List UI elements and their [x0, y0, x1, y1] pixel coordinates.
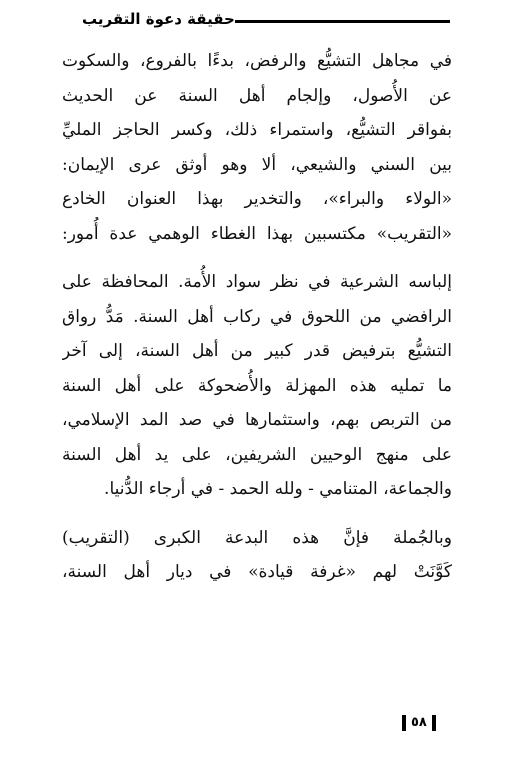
paragraph-gap: [62, 507, 452, 521]
page-number: ٥٨: [402, 715, 436, 731]
paragraph-2: [62, 265, 452, 507]
page-body: [62, 44, 452, 590]
text-line: التشيُّع بترفيض قدر كبير من أهل السنة، إلى آخر: [62, 341, 452, 361]
text-line: كَوَّنَتْ لهم «غرفة قيادة» في ديار أهل السنة،: [62, 562, 452, 582]
text-line: «التقريب» مكتسبين بهذا الغطاء الوهمي عدة أُمور:: [62, 223, 452, 244]
header-rule: [235, 20, 450, 23]
text-line: وبالجُملة فإنَّ هذه البدعة الكبرى (التقريب): [62, 527, 452, 548]
text-line: بفواقر التشيُّع، واستمراء ذلك، وكسر الحاجز المليِّ: [62, 120, 452, 140]
text-line: في مجاهل التشيُّع والرفض، بدءًا بالفروع، والسكوت: [62, 51, 452, 71]
paragraph-1: [62, 44, 452, 251]
text-line: ما تمليه هذه المهزلة والأُضحوكة على أهل السنة: [62, 375, 452, 396]
page-footer: [62, 714, 452, 732]
text-line: عن الأُصول، وإلجام أهل السنة عن الحديث: [62, 85, 452, 106]
text-line: الرافضي من اللحوق في ركاب أهل السنة. مَدُّ رواق: [62, 306, 452, 327]
paragraph-3: [62, 521, 452, 590]
text-line: «الولاء والبراء»، والتخدير بهذا العنوان الخادع: [62, 189, 452, 209]
text-line: على منهج الوحيين الشريفين، على يد أهل السنة: [62, 444, 452, 465]
running-header-title: حقيقة دعوة التقريب: [82, 10, 235, 28]
text-line: إلباسه الشرعية في نظر سواد الأُمة. المحافظة على: [62, 272, 452, 292]
text-line: والجماعة، المتنامي - ولله الحمد - في أرجاء الدُّنيا.: [104, 479, 452, 499]
running-header: [74, 8, 450, 30]
text-line: من التربص بهم، واستثمارها في صد المد الإسلامي،: [62, 410, 452, 430]
paragraph-gap: [62, 251, 452, 265]
text-line: بين السني والشيعي، ألا وهو أوثق عرى الإيمان:: [62, 154, 452, 175]
